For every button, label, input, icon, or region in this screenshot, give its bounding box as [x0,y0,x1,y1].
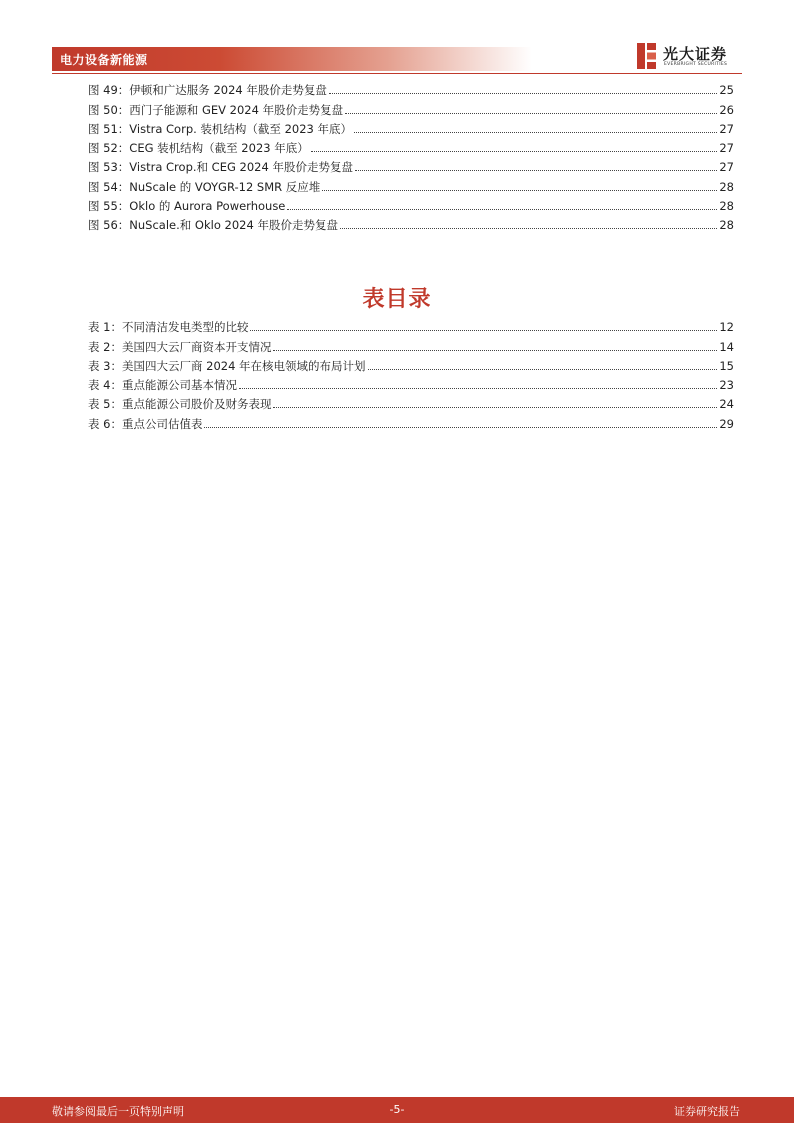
dot-leader [239,387,717,389]
header-divider [52,73,742,74]
dot-leader [368,368,718,370]
toc-entry-label[interactable]: 图 52：CEG 装机结构（截至 2023 年底） [88,141,309,156]
logo-mark-icon [636,41,658,71]
footer-band [0,1097,794,1123]
toc-entry-page[interactable]: 29 [719,416,734,431]
figure-toc-list [88,78,734,232]
figure-toc-row[interactable] [88,78,734,97]
toc-entry-label[interactable]: 图 50：西门子能源和 GEV 2024 年股价走势复盘 [88,102,344,117]
logo-chinese-text: 光大证券 [663,45,728,63]
table-toc-row[interactable] [88,334,734,353]
figure-toc-row[interactable] [88,155,734,174]
table-toc-row[interactable] [88,315,734,334]
toc-entry-label[interactable]: 图 53：Vistra Crop.和 CEG 2024 年股价走势复盘 [88,160,353,175]
dot-leader [250,329,717,331]
toc-entry-page[interactable]: 27 [719,160,734,175]
section-title-label: 电力设备新能源 [60,53,148,67]
toc-entry-label[interactable]: 图 49：伊顿和广达服务 2024 年股价走势复盘 [88,83,327,98]
dot-leader [354,131,717,133]
report-type: 证券研究报告 [674,1105,740,1118]
toc-entry-page[interactable]: 12 [719,320,734,335]
table-toc-heading: 表目录 [362,287,432,312]
dot-leader [355,169,717,171]
dot-leader [329,92,717,94]
table-toc-row[interactable] [88,354,734,373]
table-toc-row[interactable] [88,411,734,430]
figure-toc-row[interactable] [88,117,734,136]
table-toc-list [88,315,734,431]
table-toc-row[interactable] [88,392,734,411]
dot-leader [345,112,717,114]
dot-leader [204,426,717,428]
toc-entry-page[interactable]: 25 [719,83,734,98]
toc-entry-label[interactable]: 图 51：Vistra Corp. 装机结构（截至 2023 年底） [88,121,353,136]
toc-entry-page[interactable]: 27 [719,141,734,156]
dot-leader [311,150,718,152]
company-logo [636,41,736,71]
dot-leader [287,208,717,210]
toc-entry-page[interactable]: 15 [719,358,734,373]
toc-entry-label[interactable]: 表 4：重点能源公司基本情况 [88,378,237,393]
toc-entry-label[interactable]: 图 56：NuScale.和 Oklo 2024 年股价走势复盘 [88,218,338,233]
dot-leader [340,227,717,229]
toc-entry-label[interactable]: 表 5：重点能源公司股价及财务表现 [88,397,272,412]
toc-entry-page[interactable]: 28 [719,179,734,194]
toc-entry-label[interactable]: 图 54：NuScale 的 VOYGR-12 SMR 反应堆 [88,179,321,194]
toc-entry-label[interactable]: 表 6：重点公司估值表 [88,416,203,431]
toc-entry-page[interactable]: 28 [719,218,734,233]
figure-toc-row[interactable] [88,97,734,116]
dot-leader [273,406,717,408]
page-number: -5- [389,1103,405,1116]
toc-entry-label[interactable]: 表 2：美国四大云厂商资本开支情况 [88,339,272,354]
figure-toc-row[interactable] [88,213,734,232]
toc-entry-page[interactable]: 24 [719,397,734,412]
figure-toc-row[interactable] [88,194,734,213]
toc-entry-page[interactable]: 14 [719,339,734,354]
toc-entry-page[interactable]: 28 [719,199,734,214]
toc-entry-label[interactable]: 表 1：不同清洁发电类型的比较 [88,320,249,335]
toc-entry-page[interactable]: 27 [719,121,734,136]
figure-toc-row[interactable] [88,136,734,155]
toc-entry-page[interactable]: 26 [719,102,734,117]
disclaimer-note: 敬请参阅最后一页特别声明 [52,1105,184,1118]
toc-entry-label[interactable]: 图 55：Oklo 的 Aurora Powerhouse [88,199,286,214]
dot-leader [273,349,717,351]
dot-leader [322,189,717,191]
figure-toc-row[interactable] [88,174,734,193]
logo-english-text: EVERBRIGHT SECURITIES [664,62,728,67]
header-band [52,47,532,71]
toc-entry-label[interactable]: 表 3：美国四大云厂商 2024 年在核电领域的布局计划 [88,358,366,373]
toc-entry-page[interactable]: 23 [719,378,734,393]
table-toc-row[interactable] [88,373,734,392]
